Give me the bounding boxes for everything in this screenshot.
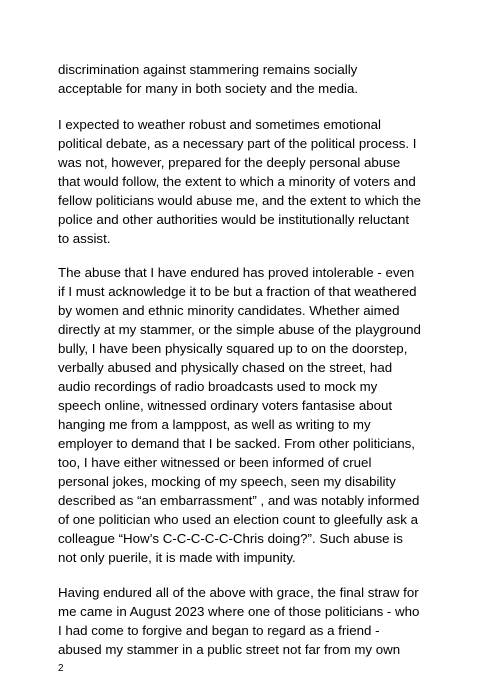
paragraph-3-line-2: if I must acknowledge it to be but a fraction of that weathered [58, 284, 417, 299]
paragraph-3-line-10: employer to demand that I be sacked. From other politicians, [58, 436, 415, 451]
page-number: 2 [58, 663, 64, 674]
paragraph-3-line-3: by women and ethnic minority candidates. Whether aimed [58, 303, 400, 318]
paragraph-3-line-12: personal jokes, mocking of my speech, seen my disability [58, 474, 396, 489]
paragraph-3-line-7: audio recordings of radio broadcasts used to mock my [58, 379, 378, 394]
paragraph-3-line-14: of one politician who used an election count to gleefully ask a [58, 512, 418, 527]
paragraph-3-line-11: too, I have either witnessed or been informed of cruel [58, 455, 372, 470]
paragraph-2-line-4: that would follow, the extent to which a minority of voters and [58, 174, 416, 189]
paragraph-3-line-1: The abuse that I have endured has proved intolerable - even [58, 265, 415, 280]
paragraph-2-line-5: fellow politicians would abuse me, and the extent to which the [58, 193, 421, 208]
paragraph-4-line-2: me came in August 2023 where one of those politicians - who [58, 604, 420, 619]
paragraph-3-line-16: not only puerile, it is made with impunity. [58, 550, 296, 565]
paragraph-2-line-1: I expected to weather robust and sometimes emotional [58, 117, 381, 132]
paragraph-1-line-1: discrimination against stammering remains socially [58, 62, 358, 77]
paragraph-4-line-1: Having endured all of the above with grace, the final straw for [58, 585, 419, 600]
paragraph-4-line-4: abused my stammer in a public street not far from my own [58, 642, 401, 657]
paragraph-2-line-6: police and other authorities would be institutionally reluctant [58, 212, 410, 227]
paragraph-4-line-3: I had come to forgive and began to regard as a friend - [58, 623, 380, 638]
paragraph-3-line-13: described as “an embarrassment” , and was notably informed [58, 493, 420, 508]
paragraph-2-line-3: was not, however, prepared for the deeply personal abuse [58, 155, 401, 170]
paragraph-3-line-9: hanging me from a lamppost, as well as writing to my [58, 417, 371, 432]
paragraph-2-line-2: political debate, as a necessary part of the political process. I [58, 136, 417, 151]
paragraph-3-line-5: bully, I have been physically squared up to on the doorstep, [58, 341, 408, 356]
paragraph-3-line-8: speech online, witnessed ordinary voters fantasise about [58, 398, 393, 413]
paragraph-3-line-15: colleague “How’s C-C-C-C-C-Chris doing?”. Such abuse is [58, 531, 403, 546]
paragraph-3-line-4: directly at my stammer, or the simple abuse of the playground [58, 322, 421, 337]
paragraph-2-line-7: to assist. [58, 231, 111, 246]
paragraph-1-line-2: acceptable for many in both society and the media. [58, 81, 359, 96]
paragraph-3-line-6: verbally abused and physically chased on the street, had [58, 360, 393, 375]
